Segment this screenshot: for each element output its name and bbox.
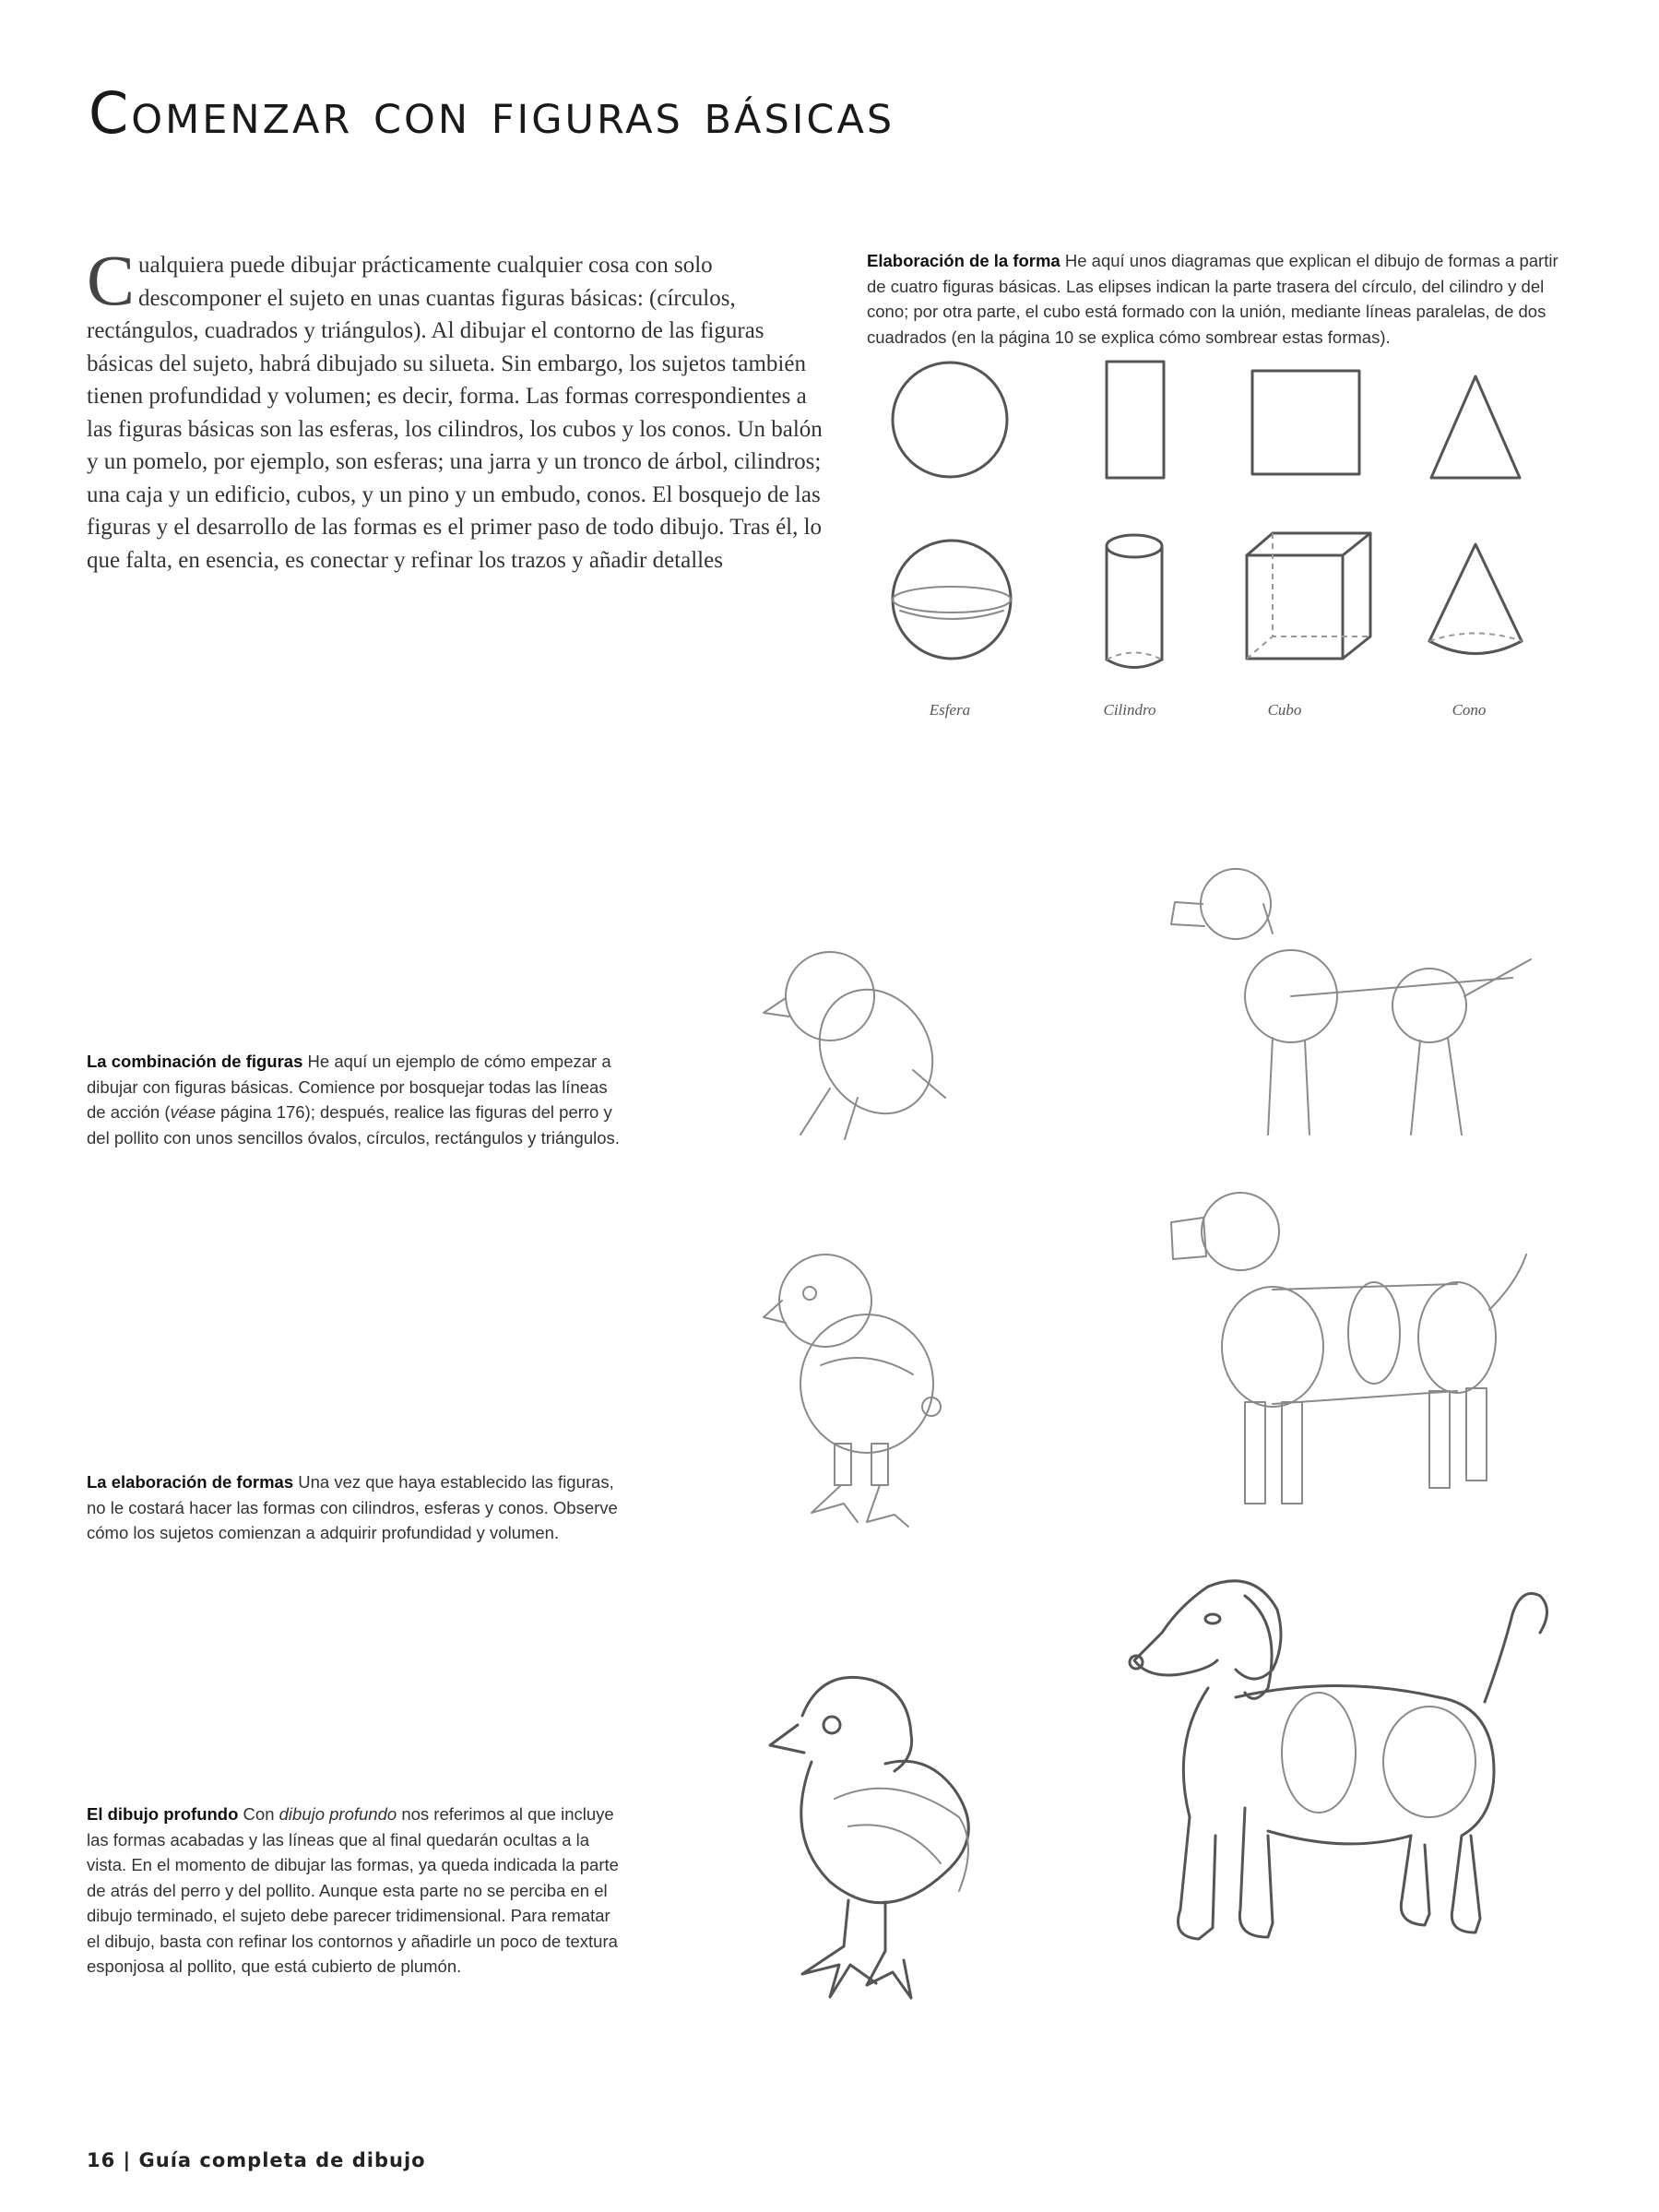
caption-italic: véase <box>170 1102 216 1122</box>
caption-heading: Elaboración de la forma <box>867 251 1061 270</box>
label-cilindro: Cilindro <box>1103 701 1156 719</box>
caption-italic: dibujo profundo <box>278 1804 397 1824</box>
chick-finished-drawing <box>747 1660 1042 2011</box>
caption-heading: La elaboración de formas <box>87 1472 294 1492</box>
square-figure <box>1252 371 1359 474</box>
drop-cap: C <box>87 240 136 320</box>
page-number: 16 <box>87 2149 116 2171</box>
caption-text-before: Con <box>243 1804 279 1824</box>
caption-profundo <box>87 1802 622 1980</box>
cube-form <box>1247 533 1370 659</box>
caption-forma <box>867 248 1577 350</box>
caption-text-after: nos referimos al que incluye las formas acabadas y las líneas que al final quedarán ocultas a la vista. En el momento de dibujar las formas, ya queda indicada la parte de atrás del perro y del pollito. Aunque esta parte no se perciba en el dibujo terminado, el sujeto debe parecer tridimensional. Para rematar el dibujo, basta con refinar los contornos y añadirle un poco de textura esponjosa al pollito, que está cubierto de plumón. <box>87 1804 619 1976</box>
cone-form <box>1429 544 1522 654</box>
page-footer <box>87 2149 426 2171</box>
intro-paragraph <box>87 240 824 577</box>
chick-forms-sketch <box>756 1245 978 1540</box>
chick-figures-sketch <box>756 932 978 1153</box>
sphere-form <box>893 541 1011 659</box>
caption-text: He aquí unos diagramas que explican el dibujo de formas a partir de cuatro figuras básicas. Las elipses indican la parte trasera del círculo, del cilindro y del cono; por otra parte, el cubo está formado con la unión, mediante líneas paralelas, de dos cuadrados (en la página 10 se explica cómo sombrear estas formas). <box>867 251 1558 347</box>
caption-combinacion <box>87 1049 622 1150</box>
caption-text: Una vez que haya establecido las figuras, no le costará hacer las formas con cilindros, esferas y conos. Observe cómo los sujetos comienzan a adquirir profundidad y volumen. <box>87 1472 618 1542</box>
circle-figure <box>893 363 1007 477</box>
page-title: Comenzar con figuras básicas <box>89 79 895 147</box>
label-cono: Cono <box>1452 701 1487 719</box>
caption-text-before: He aquí un ejemplo de cómo empezar a dibujar con figuras básicas. Comience por bosquejar todas las líneas de acción ( <box>87 1052 611 1122</box>
footer-separator: | <box>123 2149 132 2171</box>
basic-shapes-illustration <box>867 351 1568 683</box>
label-esfera: Esfera <box>929 701 971 719</box>
caption-text-after: página 176); después, realice las figuras del perro y del pollito con unos sencillos óvalos, círculos, rectángulos y triángulos. <box>87 1102 620 1148</box>
triangle-figure <box>1431 376 1520 478</box>
dog-finished-drawing <box>1107 1559 1586 2002</box>
dog-figures-sketch <box>1162 858 1586 1153</box>
dog-forms-sketch <box>1153 1181 1577 1531</box>
cylinder-form <box>1107 535 1162 668</box>
caption-heading: La combinación de figuras <box>87 1052 303 1071</box>
caption-heading: El dibujo profundo <box>87 1804 239 1824</box>
rectangle-figure <box>1107 362 1164 478</box>
intro-text: ualquiera puede dibujar prácticamente cualquier cosa con solo descomponer el sujeto en unas cuantas figuras básicas: (círculos, rectángulos, cuadrados y triángulos). Al dibujar el contorno de las figuras básicas del sujeto, habrá dibujado su silueta. Sin embargo, los sujetos también tienen profundidad y volumen; es decir, forma. Las formas correspondientes a las figuras básicas son las esferas, los cilindros, los cubos y los conos. Un balón y un pomelo, por ejemplo, son esferas; una jarra y un tronco de árbol, cilindros; una caja y un edificio, cubos, y un pino y un embudo, conos. El bosquejo de las figuras y el desarrollo de las formas es el primer paso de todo dibujo. Tras él, lo que falta, en esencia, es conectar y refinar los trazos y añadir detalles <box>87 253 823 573</box>
label-cubo: Cubo <box>1267 701 1302 719</box>
book-title: Guía completa de dibujo <box>138 2149 426 2171</box>
caption-elaboracion <box>87 1469 622 1546</box>
